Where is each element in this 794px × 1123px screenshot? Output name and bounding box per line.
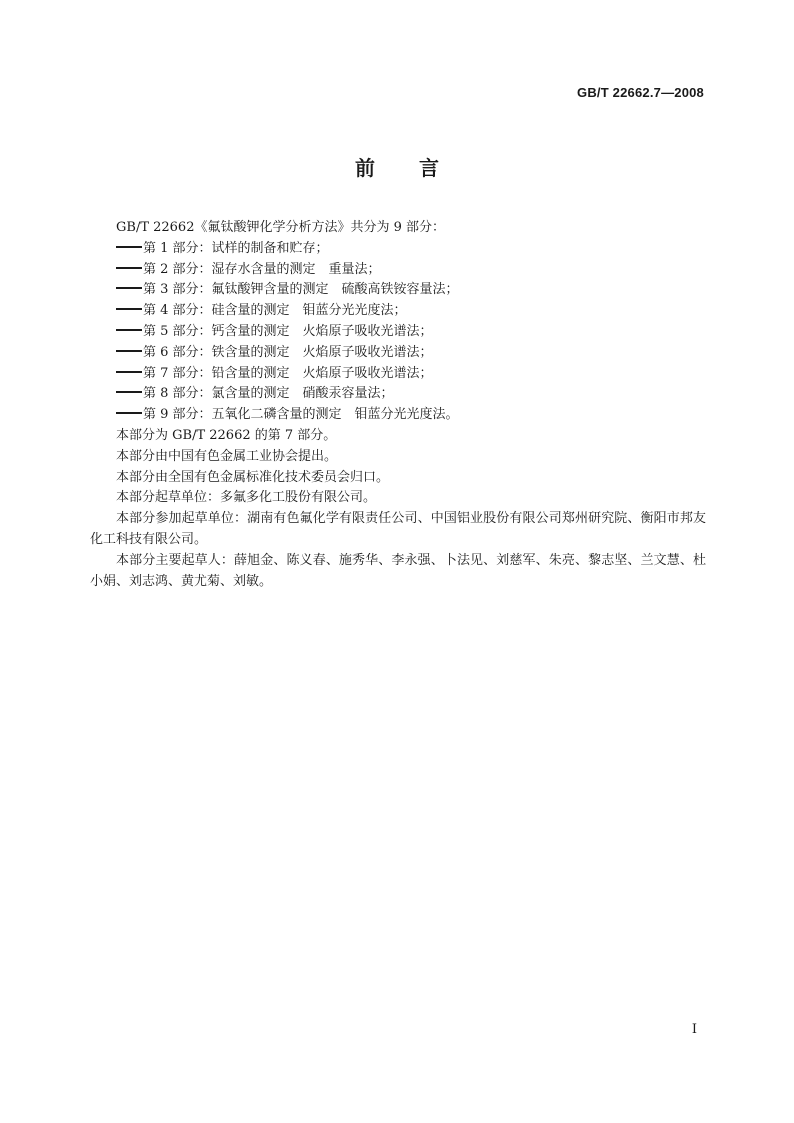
proposed-by-paragraph: 本部分由中国有色金属工业协会提出。 [116, 448, 338, 464]
part-list-item: 第 3 部分：氟钛酸钾含量的测定 硫酸高铁铵容量法； [90, 280, 706, 301]
centralized-by-paragraph: 本部分由全国有色金属标准化技术委员会归口。 [116, 469, 390, 485]
page-number: I [691, 1022, 697, 1037]
standard-code: GB/T 22662.7—2008 [577, 85, 704, 100]
part-list-item: 第 4 部分：硅含量的测定 钼蓝分光光度法； [90, 301, 706, 322]
page-title [0, 152, 794, 181]
intro-paragraph: GB/T 22662《氟钛酸钾化学分析方法》共分为 9 部分： [116, 220, 446, 235]
part-list-item: 第 9 部分：五氧化二磷含量的测定 钼蓝分光光度法。 [90, 405, 706, 426]
document-body [90, 218, 706, 592]
part-list-item: 第 1 部分：试样的制备和贮存； [90, 239, 706, 260]
part-list-item: 第 5 部分：钙含量的测定 火焰原子吸收光谱法； [90, 322, 706, 343]
title-char-2: 言 [419, 156, 439, 180]
title-char-1: 前 [355, 156, 375, 180]
part-list-item: 第 6 部分：铁含量的测定 火焰原子吸收光谱法； [90, 343, 706, 364]
drafters-paragraph: 本部分主要起草人：薛旭金、陈义春、施秀华、李永强、卜法见、刘慈军、朱亮、黎志坚、兰文慧、杜小娟、刘志鸿、黄尤菊、刘敏。 [90, 552, 706, 589]
part-list-item: 第 8 部分：氯含量的测定 硝酸汞容量法； [90, 384, 706, 405]
drafting-unit-paragraph: 本部分起草单位：多氟多化工股份有限公司。 [116, 490, 377, 506]
part-list-item: 第 2 部分：湿存水含量的测定 重量法； [90, 260, 706, 281]
this-part-paragraph: 本部分为 GB/T 22662 的第 7 部分。 [116, 427, 337, 443]
participating-units-paragraph: 本部分参加起草单位：湖南有色氟化学有限责任公司、中国铝业股份有限公司郑州研究院、衡阳市邦友化工科技有限公司。 [90, 511, 706, 547]
part-list-item: 第 7 部分：铅含量的测定 火焰原子吸收光谱法； [90, 364, 706, 385]
